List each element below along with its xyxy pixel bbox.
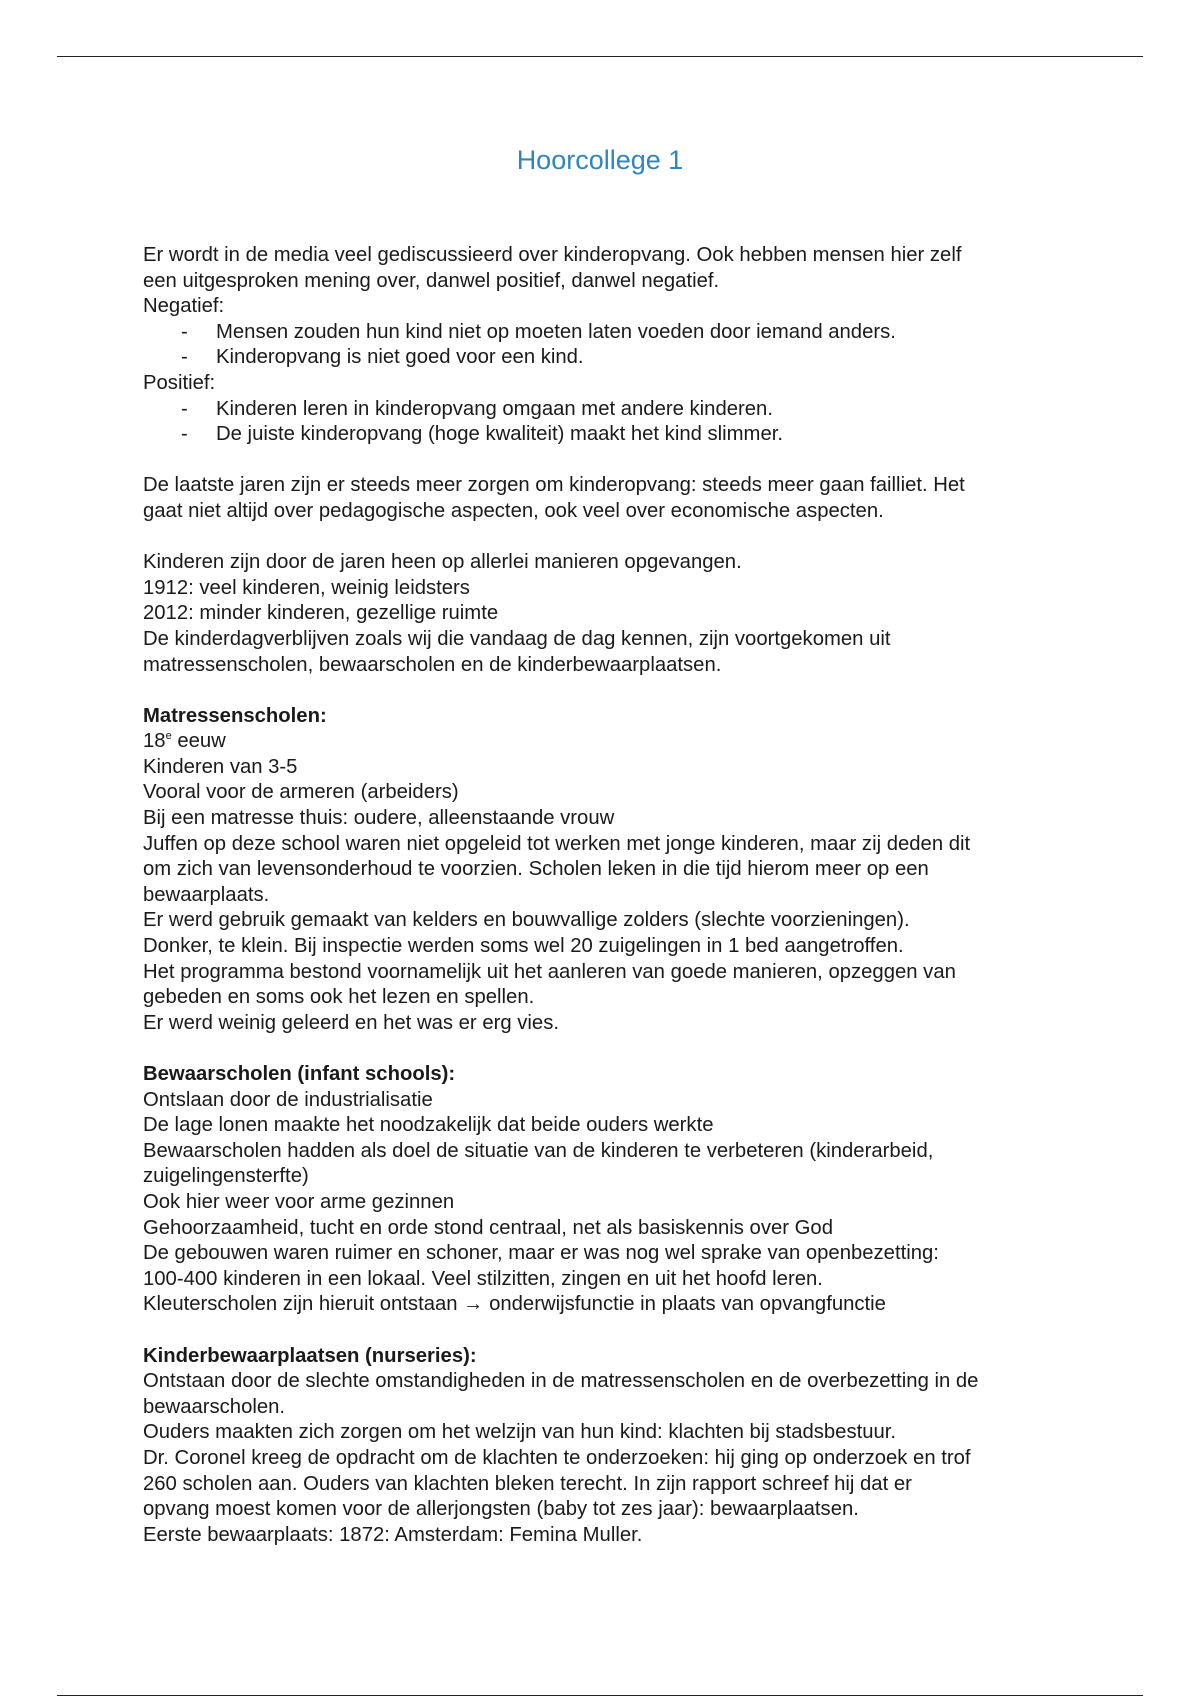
list-item: [143, 320, 1073, 346]
paragraph-line: matressenscholen, bewaarscholen en de kinderbewaarplaatsen.: [143, 653, 722, 676]
paragraph-line: 1912: veel kinderen, weinig leidsters: [143, 576, 470, 599]
document-body: [143, 243, 1073, 1548]
section-heading-matressenscholen: Matressenscholen:: [143, 704, 327, 727]
paragraph-line: een uitgesproken mening over, danwel positief, danwel negatief.: [143, 269, 720, 292]
bullet-dash: -: [181, 397, 188, 420]
paragraph-line: Ouders maakten zich zorgen om het welzijn van hun kind: klachten bij stadsbestuur.: [143, 1421, 897, 1444]
paragraph-line: Het programma bestond voornamelijk uit het aanleren van goede manieren, opzeggen van: [143, 960, 956, 983]
list-item: [143, 422, 1073, 448]
paragraph-line: Dr. Coronel kreeg de opdracht om de klachten te onderzoeken: hij ging op onderzoek en trof: [143, 1446, 971, 1469]
top-rule: [57, 56, 1143, 57]
paragraph-line: 2012: minder kinderen, gezellige ruimte: [143, 602, 499, 625]
paragraph-line: gaat niet altijd over pedagogische aspecten, ook veel over economische aspecten.: [143, 499, 884, 522]
paragraph-line: zuigelingensterfte): [143, 1165, 309, 1188]
list-item-text: Kinderopvang is niet goed voor een kind.: [216, 346, 584, 369]
paragraph-line: Ontstaan door de slechte omstandigheden in de matressenscholen en de overbezetting in de: [143, 1370, 979, 1393]
spacer: [143, 448, 1073, 474]
paragraph-line: De lage lonen maakte het noodzakelijk dat beide ouders werkte: [143, 1114, 714, 1137]
paragraph-line: Kleuterscholen zijn hieruit ontstaan → onderwijsfunctie in plaats van opvangfunctie: [143, 1293, 886, 1316]
century-suffix: e: [165, 730, 172, 743]
spacer: [143, 1036, 1073, 1062]
list-item: [143, 397, 1073, 423]
negative-label: Negatief:: [143, 295, 225, 318]
paragraph-line: bewaarscholen.: [143, 1395, 286, 1418]
list-item-text: De juiste kinderopvang (hoge kwaliteit) maakt het kind slimmer.: [216, 423, 784, 446]
paragraph-line: Donker, te klein. Bij inspectie werden soms wel 20 zuigelingen in 1 bed aangetroffen.: [143, 935, 904, 958]
paragraph-line: Bewaarscholen hadden als doel de situatie van de kinderen te verbeteren (kinderarbeid,: [143, 1139, 934, 1162]
century-word: eeuw: [171, 730, 226, 753]
bullet-dash: -: [181, 346, 188, 369]
paragraph-line: Er wordt in de media veel gediscussieerd over kinderopvang. Ook hebben mensen hier zelf: [143, 244, 962, 266]
spacer: [143, 678, 1073, 704]
paragraph-line: Kinderen zijn door de jaren heen op allerlei manieren opgevangen.: [143, 551, 742, 574]
page-title: Hoorcollege 1: [516, 145, 684, 175]
paragraph-line: Ook hier weer voor arme gezinnen: [143, 1190, 455, 1213]
section-heading-bewaarscholen: Bewaarscholen (infant schools):: [143, 1063, 456, 1085]
paragraph-line: Juffen op deze school waren niet opgeleid tot werken met jonge kinderen, maar zij deden dit: [143, 832, 971, 855]
paragraph-line: Vooral voor de armeren (arbeiders): [143, 781, 459, 804]
paragraph-line: Eerste bewaarplaats: 1872: Amsterdam: Femina Muller.: [143, 1523, 643, 1546]
paragraph-line: 100-400 kinderen in een lokaal. Veel stilzitten, zingen en uit het hoofd leren.: [143, 1267, 823, 1290]
paragraph-line: Er werd weinig geleerd en het was er erg vies.: [143, 1011, 559, 1034]
paragraph-line: De laatste jaren zijn er steeds meer zorgen om kinderopvang: steeds meer gaan failliet. Het: [143, 474, 965, 497]
spacer: [143, 525, 1073, 551]
list-item-text: Mensen zouden hun kind niet op moeten laten voeden door iemand anders.: [216, 320, 896, 343]
positive-label: Positief:: [143, 371, 216, 394]
list-item: [143, 345, 1073, 371]
century-number: 18: [143, 730, 166, 753]
paragraph-line: Kinderen van 3-5: [143, 755, 298, 778]
paragraph-line: Gehoorzaamheid, tucht en orde stond centraal, net als basiskennis over God: [143, 1216, 833, 1239]
paragraph-line: Bij een matresse thuis: oudere, alleenstaande vrouw: [143, 807, 615, 830]
spacer: [143, 1318, 1073, 1344]
list-item-text: Kinderen leren in kinderopvang omgaan met andere kinderen.: [216, 397, 773, 420]
section-heading-kinderbewaarplaatsen: Kinderbewaarplaatsen (nurseries):: [143, 1344, 477, 1367]
paragraph-line: 260 scholen aan. Ouders van klachten bleken terecht. In zijn rapport schreef hij dat er: [143, 1472, 912, 1495]
paragraph-line: Er werd gebruik gemaakt van kelders en bouwvallige zolders (slechte voorzieningen).: [143, 909, 910, 932]
paragraph-line: De gebouwen waren ruimer en schoner, maar er was nog wel sprake van openbezetting:: [143, 1242, 939, 1265]
bottom-rule: [57, 1695, 1143, 1696]
paragraph-line: bewaarplaats.: [143, 883, 270, 906]
paragraph-line: gebeden en soms ook het lezen en spellen.: [143, 986, 535, 1009]
paragraph-line: opvang moest komen voor de allerjongsten (baby tot zes jaar): bewaarplaatsen.: [143, 1498, 859, 1521]
paragraph-line: Ontslaan door de industrialisatie: [143, 1088, 433, 1111]
century-line: [143, 729, 1073, 755]
paragraph-line: om zich van levensonderhoud te voorzien. Scholen leken in die tijd hierom meer op een: [143, 858, 929, 881]
paragraph-line: De kinderdagverblijven zoals wij die vandaag de dag kennen, zijn voortgekomen uit: [143, 627, 891, 650]
bullet-dash: -: [181, 320, 188, 343]
bullet-dash: -: [181, 423, 188, 446]
